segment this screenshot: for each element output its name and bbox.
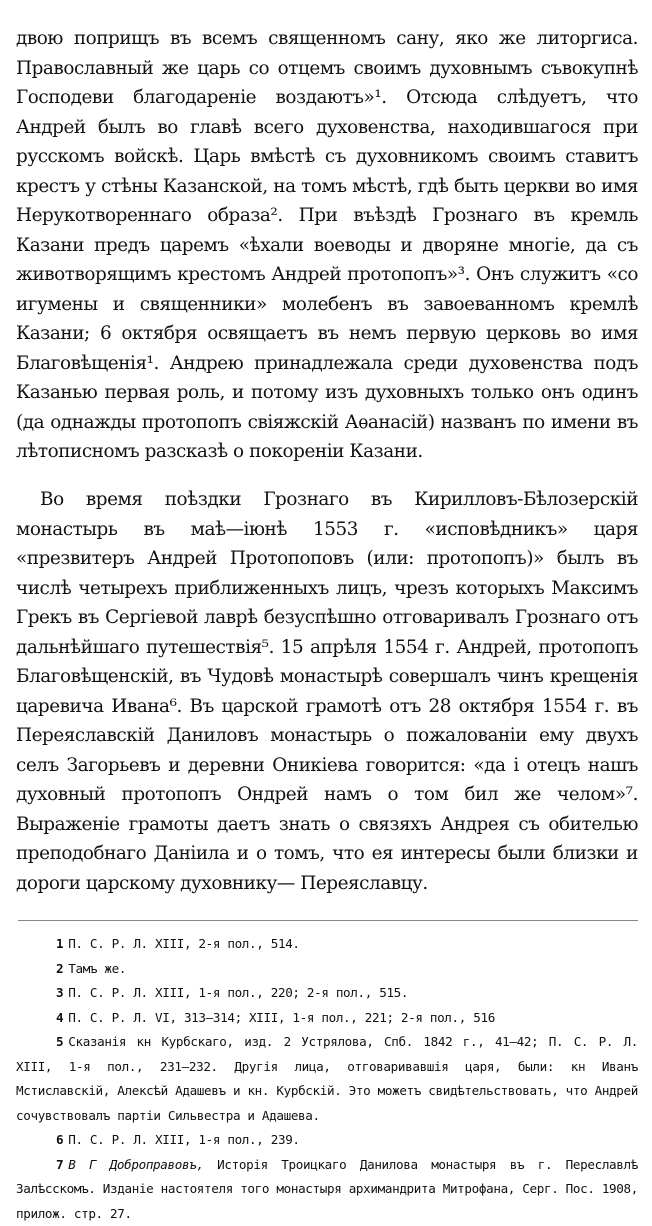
footnote-1 (16, 932, 638, 957)
footnote-text: Исторія Троицкаго Данилова монастыря въ г. Переславлѣ Залѣсскомъ. Изданіе настоятеля того монастыря архимандрита Митрофана, Серг. Пос. 1908, прилож. стр. 27. (16, 1156, 638, 1221)
footnote-number: 2 (56, 960, 64, 976)
footnote-number: 5 (56, 1034, 64, 1050)
footnote-divider (18, 920, 638, 921)
footnote-2 (16, 957, 638, 982)
footnote-5 (16, 1030, 638, 1128)
footnote-author: В Г Доброправовъ, (68, 1156, 204, 1172)
footnote-text: Сказанія кн Курбскаго, изд. 2 Устрялова, Спб. 1842 г., 41—42; П. С. Р. Л. XIII, 1-я пол., 231—232. Другія лица, отговаривавшія царя, были: кн Иванъ Мстиславскій, Алексѣй Адашевъ и кн. Курбскій. Это можетъ свидѣтельствовать, что Андрей сочувствовалъ партіи Сильвестра и Адашева. (16, 1034, 638, 1123)
paragraph-text: двою поприщъ въ всемъ священномъ сану, яко же литоргиса. Православный же царь со отцемъ своимъ духовнымъ съвокупнѣ Господеви благодареніе воздаютъ»¹. Отсюда слѣдуетъ, что Андрей былъ во главѣ всего духовенства, находившагося при русскомъ войскѣ. Царь вмѣстѣ съ духовникомъ своимъ ставитъ крестъ у стѣны Казанской, на томъ мѣстѣ, гдѣ быть церкви во имя Нерукотвореннаго образа². При въѣздѣ Грознаго въ кремль Казани предъ царемъ «ѣхали воеводы и дворяне многіе, да съ животворящимъ крестомъ Андрей протопопъ»³. Онъ служитъ «со игумены и священники» молебенъ въ завоеванномъ кремлѣ Казани; 6 октября освящаетъ въ немъ первую церковь во имя Благовѣщенія¹. Андрею принадлежала среди духовенства подъ Казанью первая роль, и потому изъ духовныхъ только онъ одинъ (да однажды протопопъ свіяжскій Аѳанасій) названъ по имени въ лѣтописномъ разсказѣ о покореніи Казани. (16, 28, 638, 463)
footnotes-section (16, 932, 638, 1226)
paragraph-1 (16, 24, 638, 467)
footnote-7 (16, 1153, 638, 1226)
footnote-number: 4 (56, 1009, 64, 1025)
footnote-text: Тамъ же. (68, 960, 127, 976)
paragraph-text: Во время поѣздки Грознаго въ Кирилловъ-Бѣлозерскій монастырь въ маѣ—іюнѣ 1553 г. «исповѣдникъ» царя «презвитеръ Андрей Протопоповъ (или: протопопъ)» былъ въ числѣ четырехъ приближенныхъ лицъ, чрезъ которыхъ Максимъ Грекъ въ Сергіевой лаврѣ безуспѣшно отговаривалъ Грознаго отъ дальнѣйшаго путешествія⁵. 15 апрѣля 1554 г. Андрей, протопопъ Благовѣщенскій, въ Чудовѣ монастырѣ совершалъ чинъ крещенія царевича Ивана⁶. Въ царской грамотѣ отъ 28 октября 1554 г. въ Переяславскій Даниловъ монастырь о пожалованіи ему двухъ селъ Загорьевъ и деревни Оникіева говорится: «да і отецъ нашъ духовный протопопъ Ондрей намъ о том бил же челом»⁷. Выраженіе грамоты даетъ знать о связяхъ Андрея съ обителью преподобнаго Даніила и о томъ, что ея интересы были близки и дороги царскому духовнику— Переяславцу. (16, 489, 638, 894)
footnote-number: 1 (56, 936, 64, 952)
footnote-text: П. С. Р. Л. VI, 313—314; XIII, 1-я пол., 221; 2-я пол., 516 (68, 1009, 495, 1025)
footnote-number: 6 (56, 1132, 64, 1148)
paragraph-2 (16, 485, 638, 898)
footnote-6 (16, 1128, 638, 1153)
footnote-4 (16, 1006, 638, 1031)
footnote-number: 3 (56, 985, 64, 1001)
footnote-number: 7 (56, 1156, 64, 1172)
main-text (16, 24, 638, 898)
footnote-text: П. С. Р. Л. XIII, 2-я пол., 514. (68, 936, 300, 952)
footnote-text: П. С. Р. Л. XIII, 1-я пол., 239. (68, 1132, 300, 1148)
footnote-3 (16, 981, 638, 1006)
footnote-text: П. С. Р. Л. XIII, 1-я пол., 220; 2-я пол., 515. (68, 985, 409, 1001)
